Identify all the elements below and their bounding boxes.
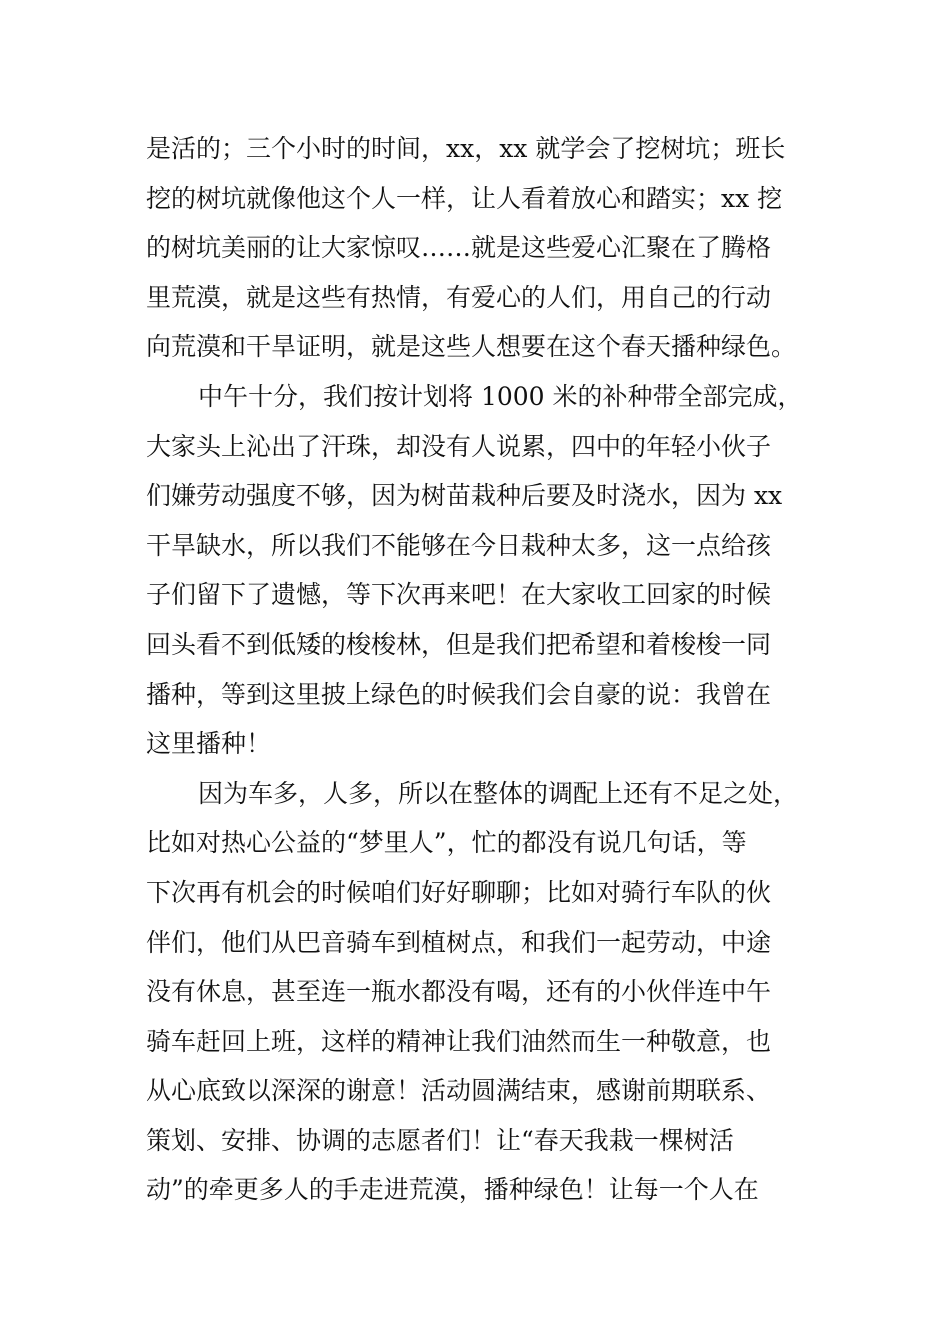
text-line: 从心底致以深深的谢意！活动圆满结束，感谢前期联系、 <box>146 1076 772 1106</box>
text-line: 大家头上沁出了汗珠，却没有人说累，四中的年轻小伙子 <box>146 431 772 461</box>
text-line: 没有休息，甚至连一瓶水都没有喝，还有的小伙伴连中午 <box>146 977 772 1007</box>
text-line: 下次再有机会的时候咱们好好聊聊；比如对骑行车队的伙 <box>146 877 772 907</box>
body-text <box>146 124 826 1215</box>
text-line: 是活的；三个小时的时间，xx，xx 就学会了挖树坑；班长 <box>146 134 786 163</box>
text-line: 向荒漠和干旱证明，就是这些人想要在这个春天播种绿色。 <box>146 332 797 362</box>
text-line: 的树坑美丽的让大家惊叹……就是这些爱心汇聚在了腾格 <box>146 233 772 263</box>
text-line: 们嫌劳动强度不够，因为树苗栽种后要及时浇水，因为 xx <box>146 481 783 511</box>
text-line: 干旱缺水，所以我们不能够在今日栽种太多，这一点给孩 <box>146 530 772 560</box>
paragraph-start-line: 因为车多，人多，所以在整体的调配上还有不足之处， <box>198 778 799 808</box>
text-line: 比如对热心公益的“梦里人”，忙的都没有说几句话，等 <box>146 828 747 858</box>
text-line: 这里播种！ <box>146 729 272 759</box>
text-line: 播种，等到这里披上绿色的时候我们会自豪的说：我曾在 <box>146 679 772 709</box>
text-line: 里荒漠，就是这些有热情，有爱心的人们，用自己的行动 <box>146 282 772 312</box>
text-line: 策划、安排、协调的志愿者们！让“春天我栽一棵树活 <box>146 1125 734 1155</box>
paragraph-start-line: 中午十分，我们按计划将 1000 米的补种带全部完成， <box>198 381 803 411</box>
text-line: 动”的牵更多人的手走进荒漠，播种绿色！让每一个人在 <box>146 1175 759 1205</box>
text-line: 伴们，他们从巴音骑车到植树点，和我们一起劳动，中途 <box>146 927 772 957</box>
text-line: 回头看不到低矮的梭梭林，但是我们把希望和着梭梭一同 <box>146 629 772 659</box>
text-line: 骑车赶回上班，这样的精神让我们油然而生一种敬意，也 <box>146 1026 772 1056</box>
text-line: 子们留下了遗憾，等下次再来吧！在大家收工回家的时候 <box>146 580 772 610</box>
text-line: 挖的树坑就像他这个人一样，让人看着放心和踏实；xx 挖 <box>146 183 783 213</box>
